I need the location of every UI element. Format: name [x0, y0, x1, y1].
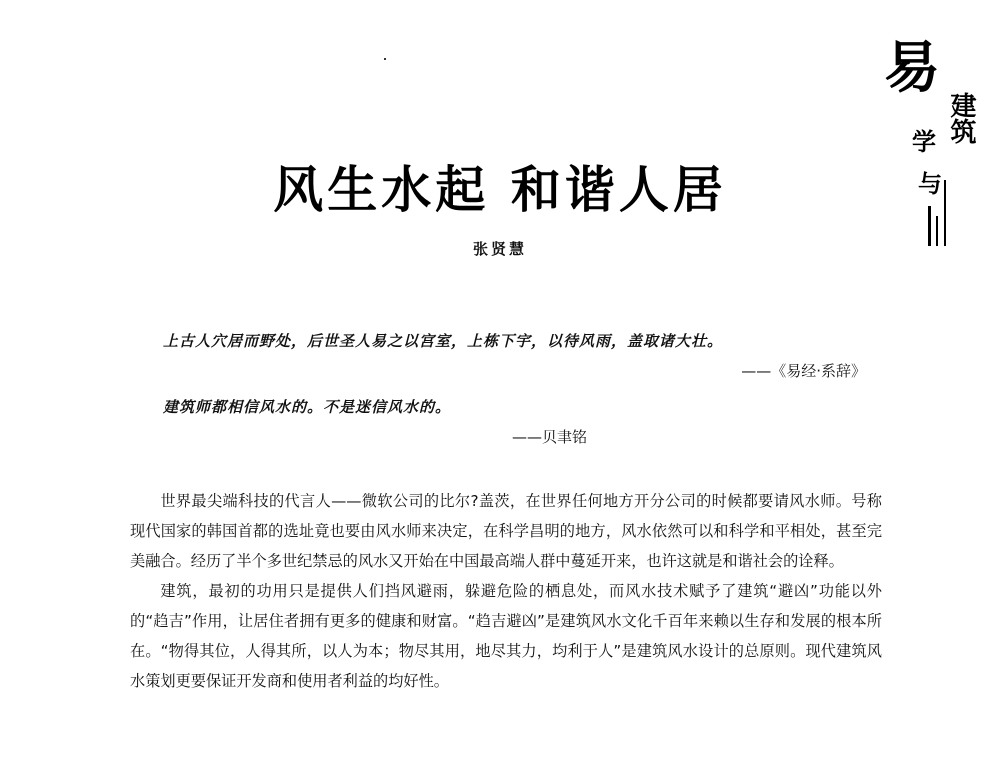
- body-paragraph: 世界最尖端科技的代言人——微软公司的比尔?盖茨，在世界任何地方开分公司的时候都要请风水师。号称现代国家的韩国首都的选址竟也要由风水师来决定，在科学昌明的地方，风水依然可以和科学和平相处，甚至完美融合。经历了半个多世纪禁忌的风水又开始在中国最高端人群中蔓延开来，也许这就是和谐社会的诠释。: [130, 492, 882, 570]
- epigraph-source: ——《易经·系辞》: [741, 362, 866, 380]
- epigraph-quote: 建筑师都相信风水的。不是迷信风水的。: [163, 398, 452, 416]
- logo-char-yi: 易: [884, 35, 940, 101]
- article-title: 风生水起 和谐人居: [273, 161, 727, 219]
- logo-char-xue: 学: [912, 128, 936, 156]
- ink-dot: [384, 58, 386, 60]
- logo-chars-jianzhu: 建筑: [946, 92, 976, 144]
- body-paragraph: 建筑，最初的功用只是提供人们挡风避雨，躲避危险的栖息处，而风水技术赋予了建筑“避凶”功能以外的“趋吉”作用，让居住者拥有更多的健康和财富。“趋吉避凶”是建筑风水文化千百年来赖以生存和发展的根本所在。“物得其位，人得其所，以人为本；物尽其用，地尽其力，均利于人”是建筑风水设计的总原则。现代建筑风水策划更要保证开发商和使用者利益的均好性。: [130, 582, 882, 690]
- article-body: [130, 486, 882, 696]
- article-author: 张贤慧: [472, 240, 527, 258]
- logo-char-yu: 与: [918, 170, 942, 198]
- epigraph-quote: 上古人穴居而野处，后世圣人易之以宫室，上栋下宇，以待风雨，盖取诸大壮。: [163, 332, 724, 350]
- epigraph-source: ——贝聿铭: [512, 428, 588, 446]
